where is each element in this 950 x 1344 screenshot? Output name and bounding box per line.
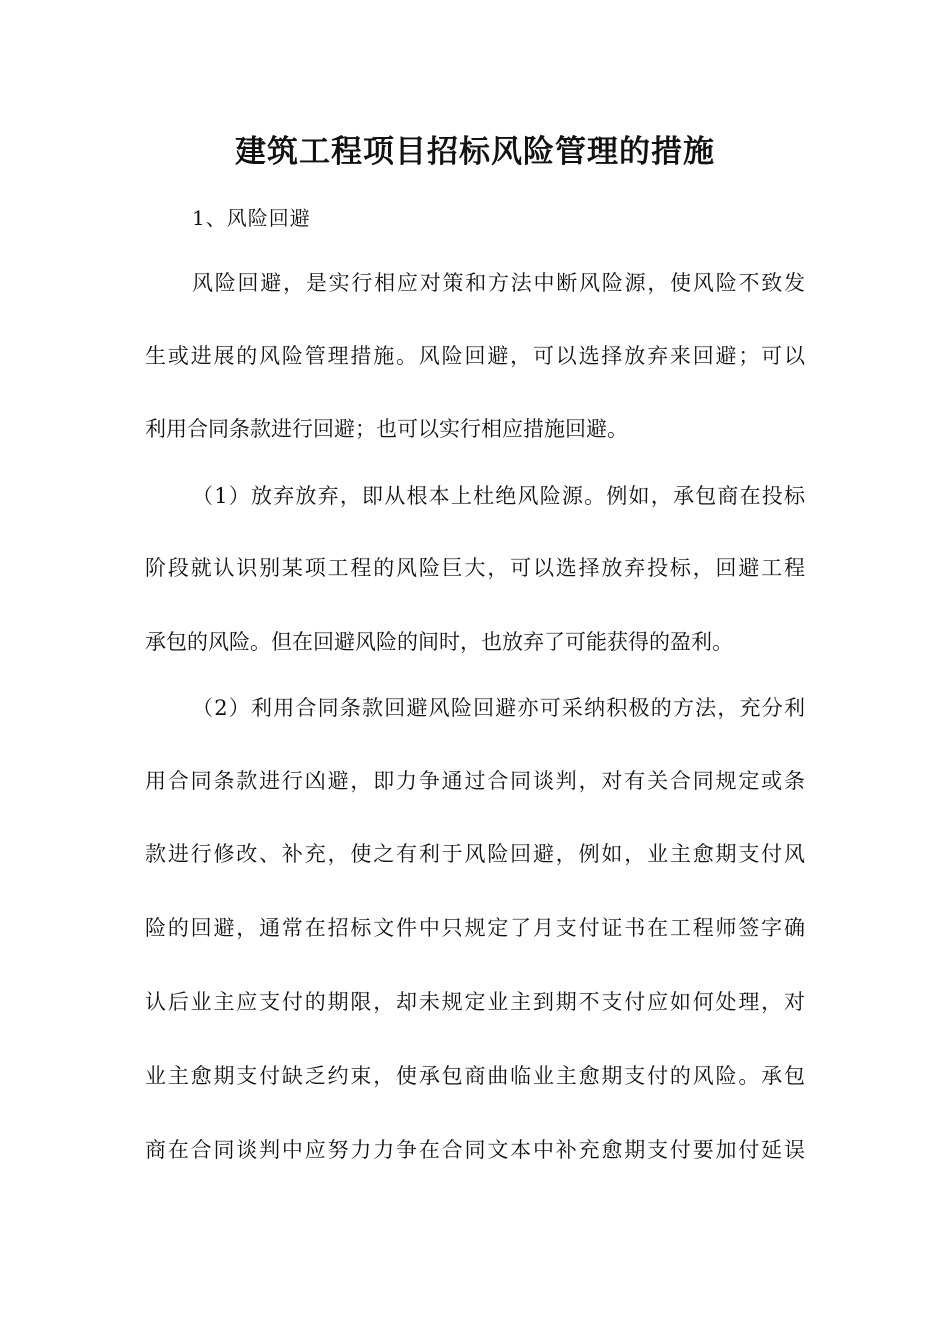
paragraph-line: 风险回避，是实行相应对策和方法中断风险源，使风险不致发 (192, 271, 805, 295)
paragraph-line: 商在合同谈判中应努力力争在合同文本中补充愈期支付要加付延误 (145, 1138, 805, 1162)
paragraph-line: 险的回避，通常在招标文件中只规定了月支付证书在工程师签字确 (145, 916, 805, 940)
paragraph-line: （2）利用合同条款回避风险回避亦可采纳积极的方法，充分利 (192, 696, 805, 720)
paragraph-line: 用合同条款进行凶避，即力争通过合同谈判，对有关合同规定或条 (145, 769, 805, 793)
paragraph-line: 认后业主应支付的期限，却未规定业主到期不支付应如何处理，对 (145, 990, 805, 1014)
section-heading-risk-avoidance: 1、风险回避 (192, 206, 311, 230)
paragraph-line: 阶段就认识别某项工程的风险巨大，可以选择放弃投标，回避工程 (145, 556, 805, 580)
paragraph-line: （1）放弃放弃，即从根本上杜绝风险源。例如，承包商在投标 (192, 484, 805, 508)
paragraph-line: 款进行修改、补充，使之有利于风险回避，例如，业主愈期支付风 (145, 842, 805, 866)
document-title: 建筑工程项目招标风险管理的措施 (235, 134, 715, 170)
paragraph-line: 生或进展的风险管理措施。风险回避，可以选择放弃来回避；可以 (145, 344, 805, 368)
paragraph-line: 业主愈期支付缺乏约束，使承包商曲临业主愈期支付的风险。承包 (145, 1064, 805, 1088)
paragraph-line: 利用合同条款进行回避；也可以实行相应措施回避。 (145, 417, 628, 441)
paragraph-line: 承包的风险。但在回避风险的间时，也放弃了可能获得的盈利。 (145, 630, 733, 654)
